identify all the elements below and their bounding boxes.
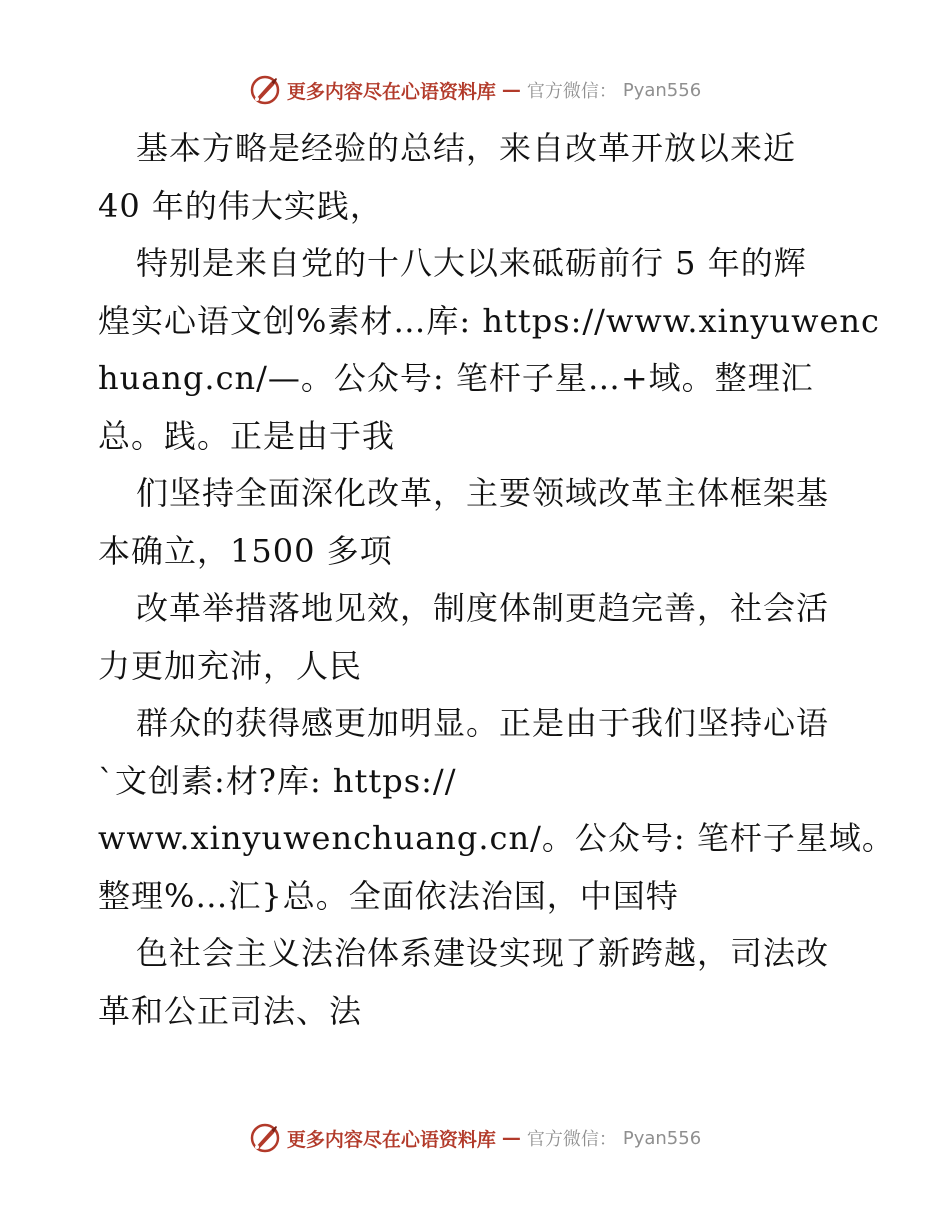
text-line: 特别是来自党的十八大以来砥砺前行 5 年的辉 xyxy=(136,244,807,282)
wechat-id: Pyan556 xyxy=(622,1127,702,1149)
wechat-label: 官方微信： xyxy=(526,81,617,102)
text-line: huang.cn/—。公众号: 笔杆子星…+域。整理汇 xyxy=(98,359,814,397)
text-line: www.xinyuwenchuang.cn/。公众号: 笔杆子星域。 xyxy=(98,819,895,857)
text-line: 煌实心语文创%素材…库: https://www.xinyuwenc xyxy=(98,301,880,340)
promo-text: 更多内容尽在心语资料库 xyxy=(286,1128,496,1151)
banner-dash: — xyxy=(501,79,521,101)
text-line: 改革举措落地见效，制度体制更趋完善，社会活 xyxy=(136,589,830,627)
text-line: 色社会主义法治体系建设实现了新跨越，司法改 xyxy=(136,934,830,972)
text-line: 本确立，1500 多项 xyxy=(98,531,393,570)
text-line: 基本方略是经验的总结，来自改革开放以来近 xyxy=(136,129,797,167)
footer-banner xyxy=(0,1118,950,1158)
quill-pen-logo-icon xyxy=(249,74,281,106)
quill-pen-logo-icon xyxy=(249,1122,281,1154)
text-line: `文创素:材?库: https:// xyxy=(98,761,457,800)
promo-text: 更多内容尽在心语资料库 xyxy=(286,80,496,103)
banner-dash: — xyxy=(501,1127,521,1149)
wechat-id: Pyan556 xyxy=(622,79,702,101)
header-banner xyxy=(0,70,950,110)
text-line: 总。践。正是由于我 xyxy=(98,416,396,455)
text-line: 整理%…汇}总。全面依法治国，中国特 xyxy=(98,876,679,915)
document-body xyxy=(98,120,895,1040)
text-line: 40 年的伟大实践， xyxy=(98,186,383,225)
wechat-label: 官方微信： xyxy=(526,1129,617,1150)
text-line: 群众的获得感更加明显。正是由于我们坚持心语 xyxy=(136,704,830,742)
text-line: 们坚持全面深化改革，主要领域改革主体框架基 xyxy=(136,474,830,512)
text-line: 革和公正司法、法 xyxy=(98,991,363,1030)
text-line: 力更加充沛，人民 xyxy=(98,646,363,685)
